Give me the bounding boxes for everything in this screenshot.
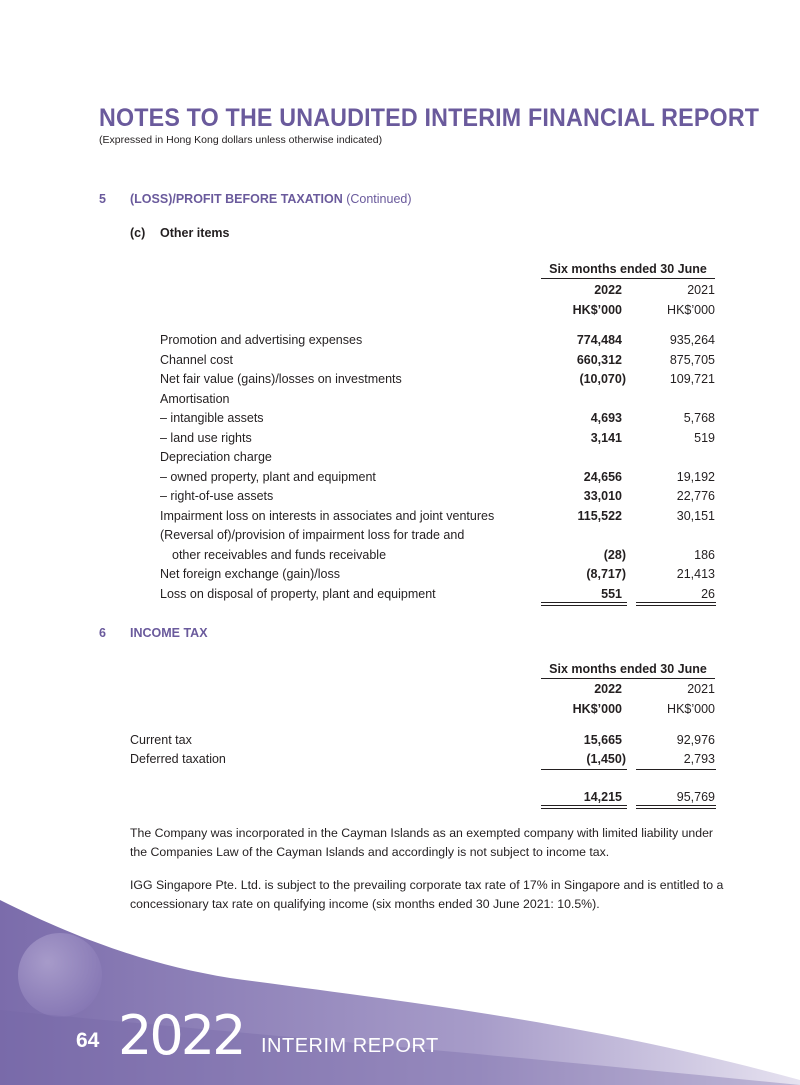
s6-total-2021: 95,769	[676, 790, 715, 804]
page-number: 64	[76, 1029, 100, 1052]
s5-row-2021: 30,151	[676, 509, 715, 523]
s6-subtotal-rule-2022	[541, 769, 627, 770]
s5-row-2022: 4,693	[590, 411, 622, 425]
section5-period-rule	[541, 278, 715, 279]
section5-continued: (Continued)	[346, 192, 412, 206]
s5-total-rule-2022-second	[541, 605, 627, 606]
s5-row-2021: 519	[694, 431, 715, 445]
page-title: NOTES TO THE UNAUDITED INTERIM FINANCIAL REPORT	[99, 104, 760, 132]
s5-row-2021: 186	[694, 548, 715, 562]
s6-total-rule-2021-second	[636, 808, 716, 809]
section6-year-2021: 2021	[687, 682, 715, 696]
s5-row-2022: (10,070)	[579, 372, 626, 386]
s5-row-label: Depreciation charge	[160, 450, 272, 464]
s5-row-label: (Reversal of)/provision of impairment loss for trade and	[160, 528, 465, 542]
s5-row-label: – land use rights	[160, 431, 252, 445]
section6-unit-2022: HK$’000	[572, 702, 622, 716]
s5-row-label: Promotion and advertising expenses	[160, 333, 363, 347]
s5-row-2022: 551	[601, 587, 622, 601]
footer-year-logo: 2022	[118, 1004, 244, 1067]
section6-unit-2021: HK$’000	[667, 702, 715, 716]
s5-row-2022: 660,312	[576, 353, 622, 367]
s5-row-2021: 875,705	[669, 353, 715, 367]
s5-row-label: Channel cost	[160, 353, 233, 367]
section6-paragraph-1: The Company was incorporated in the Cayman Islands as an exempted company with limited liability under the Companies Law of the Cayman Islands and accordingly is not subject to income tax.	[130, 826, 714, 859]
s6-row-2021: 92,976	[676, 733, 715, 747]
s5-total-rule-2021-second	[636, 605, 716, 606]
s5-row-2022: 115,522	[577, 509, 622, 523]
s6-row-2022: 15,665	[583, 733, 622, 747]
s5-row-label: – right-of-use assets	[160, 489, 274, 503]
s5-row-label: – intangible assets	[160, 411, 264, 425]
s5-row-2022: (28)	[603, 548, 626, 562]
footer-report-label: INTERIM REPORT	[261, 1035, 439, 1057]
s5-row-label: other receivables and funds receivable	[172, 548, 387, 562]
section5-title	[130, 192, 412, 206]
s6-row-label: Deferred taxation	[130, 752, 226, 766]
section5-number: 5	[99, 192, 106, 206]
s5-row-label: Amortisation	[160, 392, 230, 406]
section5-period-header: Six months ended 30 June	[549, 262, 707, 276]
s5-row-label: Loss on disposal of property, plant and equipment	[160, 587, 436, 601]
s5-row-label: Net foreign exchange (gain)/loss	[160, 567, 340, 581]
s5-row-2022: 774,484	[576, 333, 622, 347]
s6-total-rule-2022-second	[541, 808, 627, 809]
s5-row-2021: 19,192	[676, 470, 715, 484]
s6-row-2021: 2,793	[683, 752, 715, 766]
s5-row-2021: 22,776	[676, 489, 715, 503]
s6-total-rule-2022	[541, 805, 627, 806]
section5-sub-title: Other items	[160, 226, 230, 240]
page-subtitle: (Expressed in Hong Kong dollars unless otherwise indicated)	[99, 134, 383, 146]
s5-row-label: Impairment loss on interests in associates and joint ventures	[160, 509, 495, 523]
section6-paragraph-2: IGG Singapore Pte. Ltd. is subject to the prevailing corporate tax rate of 17% in Singapore and is entitled to a concessionary tax rate on qualifying income (six months ended 30 June 2021: 10.5%).	[130, 878, 724, 911]
section6-number: 6	[99, 626, 106, 640]
section6-period-rule	[541, 678, 715, 679]
s5-total-rule-2022	[541, 602, 627, 603]
s5-row-2021: 109,721	[669, 372, 715, 386]
s5-row-2022: 33,010	[583, 489, 622, 503]
section5-unit-2022: HK$’000	[572, 303, 622, 317]
section5-title-text: (LOSS)/PROFIT BEFORE TAXATION	[130, 192, 343, 206]
s6-row-label: Current tax	[130, 733, 192, 747]
s6-total-2022: 14,215	[583, 790, 622, 804]
s5-row-2022: 3,141	[590, 431, 622, 445]
section6-year-2022: 2022	[594, 682, 622, 696]
section6-period-header: Six months ended 30 June	[549, 662, 707, 676]
s5-row-2021: 935,264	[669, 333, 715, 347]
section6-title: INCOME TAX	[130, 626, 208, 640]
s5-row-2021: 5,768	[683, 411, 715, 425]
section5-year-2022: 2022	[594, 283, 622, 297]
s5-row-2022: 24,656	[583, 470, 622, 484]
s6-total-rule-2021	[636, 805, 716, 806]
s5-row-label: Net fair value (gains)/losses on investments	[160, 372, 402, 386]
s5-row-2021: 26	[701, 587, 715, 601]
section5-unit-2021: HK$’000	[667, 303, 715, 317]
section5-year-2021: 2021	[687, 283, 715, 297]
s5-row-2021: 21,413	[676, 567, 715, 581]
s5-total-rule-2021	[636, 602, 716, 603]
s6-row-2022: (1,450)	[586, 752, 626, 766]
section5-sub-number: (c)	[130, 226, 146, 240]
s5-row-label: – owned property, plant and equipment	[160, 470, 376, 484]
s5-row-2022: (8,717)	[586, 567, 626, 581]
s6-subtotal-rule-2021	[636, 769, 716, 770]
